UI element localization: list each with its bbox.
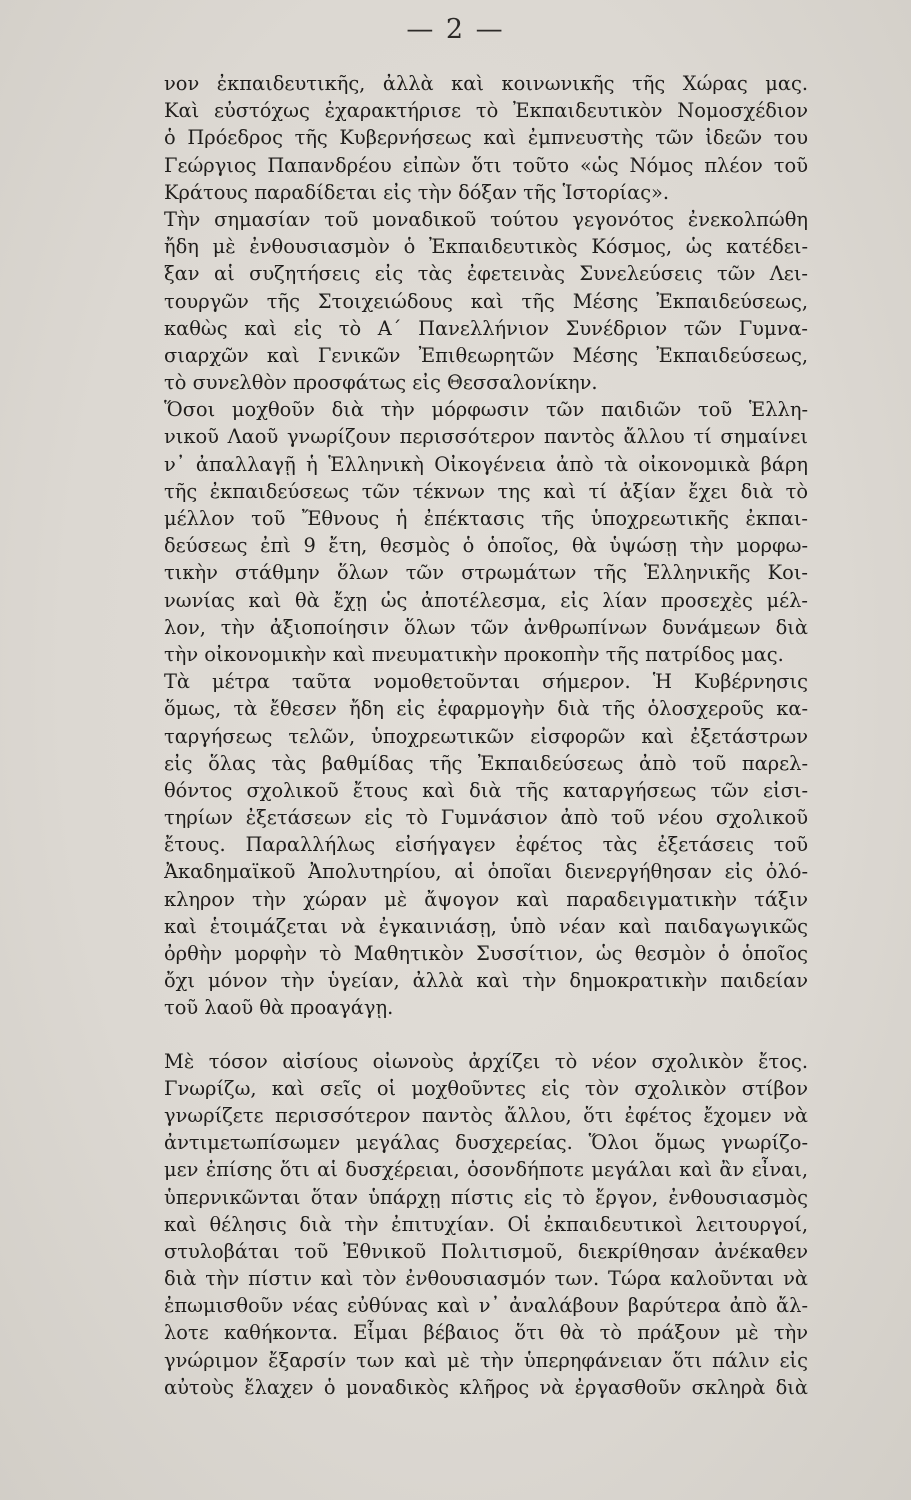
body-text bbox=[164, 70, 808, 1401]
text-line: ὄχι μόνον τὴν ὑγείαν, ἀλλὰ καὶ τὴν δημοκρατικὴν παιδείαν bbox=[164, 969, 808, 993]
text-line: τοῦ λαοῦ θὰ προαγάγῃ. bbox=[164, 996, 394, 1020]
text-line: ἀντιμετωπίσωμεν μεγάλας δυσχερείας. Ὅλοι ὅμως γνωρίζο- bbox=[164, 1131, 808, 1155]
text-line: εἰς ὅλας τὰς βαθμίδας τῆς Ἐκπαιδεύσεως ἀπὸ τοῦ παρελ- bbox=[164, 751, 808, 775]
text-line: καὶ ἑτοιμάζεται νὰ ἐγκαινιάσῃ, ὑπὸ νέαν καὶ παιδαγωγικῶς bbox=[164, 914, 808, 938]
text-line: ἤδη μὲ ἐνθουσιασμὸν ὁ Ἐκπαιδευτικὸς Κόσμος, ὡς κατέδει- bbox=[164, 235, 808, 259]
text-line: καὶ θέλησις διὰ τὴν ἐπιτυχίαν. Οἱ ἐκπαιδευτικοὶ λειτουργοί, bbox=[164, 1212, 808, 1236]
text-line: αὐτοὺς ἔλαχεν ὁ μοναδικὸς κλῆρος νὰ ἐργασθοῦν σκληρὰ διὰ bbox=[164, 1375, 808, 1399]
paragraph bbox=[164, 668, 808, 1021]
text-line: νικοῦ Λαοῦ γνωρίζουν περισσότερον παντὸς ἄλλου τί σημαίνει bbox=[164, 425, 808, 449]
text-line: ὑπερνικῶνται ὅταν ὑπάρχῃ πίστις εἰς τὸ ἔργον, ἐνθουσιασμὸς bbox=[164, 1185, 808, 1209]
text-line: ἐπωμισθοῦν νέας εὐθύνας καὶ ν᾽ ἀναλάβουν βαρύτερα ἀπὸ ἄλ- bbox=[164, 1294, 808, 1318]
text-line: στυλοβάται τοῦ Ἐθνικοῦ Πολιτισμοῦ, διεκρίθησαν ἀνέκαθεν bbox=[164, 1239, 808, 1263]
text-line: θόντος σχολικοῦ ἔτους καὶ διὰ τῆς καταργήσεως τῶν εἰσι- bbox=[164, 778, 808, 802]
text-line: ὀρθὴν μορφὴν τὸ Μαθητικὸν Συσσίτιον, ὡς θεσμὸν ὁ ὁποῖος bbox=[164, 942, 808, 965]
paragraph bbox=[164, 396, 808, 668]
text-line: Καὶ εὐστόχως ἐχαρακτήρισε τὸ Ἐκπαιδευτικὸν Νομοσχέδιον bbox=[164, 99, 808, 123]
text-line: διὰ τὴν πίστιν καὶ τὸν ἐνθουσιασμόν των. Τώρα καλοῦνται νὰ bbox=[164, 1267, 808, 1291]
text-line: σιαρχῶν καὶ Γενικῶν Ἐπιθεωρητῶν Μέσης Ἐκπαιδεύσεως, bbox=[164, 343, 808, 367]
paragraph bbox=[164, 1048, 808, 1401]
text-line: τὴν οἰκονομικὴν καὶ πνευματικὴν προκοπὴν τῆς πατρίδος μας. bbox=[164, 642, 784, 666]
text-line: τὸ συνελθὸν προσφάτως εἰς Θεσσαλονίκην. bbox=[164, 371, 598, 395]
paragraph bbox=[164, 70, 808, 206]
text-line: Ἀκαδημαϊκοῦ Ἀπολυτηρίου, αἱ ὁποῖαι διενεργήθησαν εἰς ὁλό- bbox=[164, 860, 808, 884]
text-line: ὅμως, τὰ ἔθεσεν ἤδη εἰς ἐφαρμογὴν διὰ τῆς ὁλοσχεροῦς κα- bbox=[164, 697, 808, 721]
text-line: γνώριμον ἔξαρσίν των καὶ μὲ τὴν ὑπερηφάνειαν ὅτι πάλιν εἰς bbox=[164, 1348, 808, 1372]
paragraph bbox=[164, 206, 808, 396]
text-line: Ὅσοι μοχθοῦν διὰ τὴν μόρφωσιν τῶν παιδιῶν τοῦ Ἑλλη- bbox=[164, 398, 808, 422]
text-line: Γνωρίζω, καὶ σεῖς οἱ μοχθοῦντες εἰς τὸν σχολικὸν στίβον bbox=[164, 1076, 808, 1100]
text-line: τῆς ἐκπαιδεύσεως τῶν τέκνων της καὶ τί ἀξίαν ἔχει διὰ τὸ bbox=[164, 479, 808, 503]
text-line: ξαν αἱ συζητήσεις εἰς τὰς ἐφετεινὰς Συνελεύσεις τῶν Λει- bbox=[164, 262, 808, 286]
text-line: γνωρίζετε περισσότερον παντὸς ἄλλου, ὅτι ἐφέτος ἔχομεν νὰ bbox=[164, 1103, 808, 1127]
text-line: τηρίων ἐξετάσεων εἰς τὸ Γυμνάσιον ἀπὸ τοῦ νέου σχολικοῦ bbox=[164, 806, 808, 830]
text-line: λον, τὴν ἀξιοποίησιν ὅλων τῶν ἀνθρωπίνων δυνάμεων διὰ bbox=[164, 615, 808, 639]
text-line: Κράτους παραδίδεται εἰς τὴν δόξαν τῆς Ἱστορίας». bbox=[164, 180, 670, 204]
text-line: τικὴν στάθμην ὅλων τῶν στρωμάτων τῆς Ἑλληνικῆς Κοι- bbox=[164, 561, 808, 585]
text-line: νον ἐκπαιδευτικῆς, ἀλλὰ καὶ κοινωνικῆς τῆς Χώρας μας. bbox=[164, 72, 808, 95]
text-line: νωνίας καὶ θὰ ἔχῃ ὡς ἀποτέλεσμα, εἰς λίαν προσεχὲς μέλ- bbox=[164, 588, 808, 612]
text-line: δεύσεως ἐπὶ 9 ἔτη, θεσμὸς ὁ ὁποῖος, θὰ ὑψώσῃ τὴν μορφω- bbox=[164, 534, 808, 558]
text-line: κληρον τὴν χώραν μὲ ἄψογον καὶ παραδειγματικὴν τάξιν bbox=[164, 887, 808, 911]
text-line: Τὰ μέτρα ταῦτα νομοθετοῦνται σήμερον. Ἡ Κυβέρνησις bbox=[164, 670, 808, 694]
page-number: — 2 — bbox=[406, 14, 505, 45]
paragraph-gap bbox=[164, 1022, 808, 1048]
text-line: τουργῶν τῆς Στοιχειώδους καὶ τῆς Μέσης Ἐκπαιδεύσεως, bbox=[164, 289, 808, 313]
text-line: Μὲ τόσον αἰσίους οἰωνοὺς ἀρχίζει τὸ νέον σχολικὸν ἔτος. bbox=[164, 1049, 808, 1073]
text-line: μέλλον τοῦ Ἔθνους ἡ ἐπέκτασις τῆς ὑποχρεωτικῆς ἐκπαι- bbox=[164, 507, 808, 530]
text-line: Τὴν σημασίαν τοῦ μοναδικοῦ τούτου γεγονότος ἐνεκολπώθη bbox=[164, 207, 808, 231]
text-line: μεν ἐπίσης ὅτι αἱ δυσχέρειαι, ὁσονδήποτε μεγάλαι καὶ ἂν εἶναι, bbox=[164, 1158, 808, 1182]
text-line: ὁ Πρόεδρος τῆς Κυβερνήσεως καὶ ἐμπνευστὴς τῶν ἰδεῶν του bbox=[164, 126, 808, 150]
text-line: ἔτους. Παραλλήλως εἰσήγαγεν ἐφέτος τὰς ἐξετάσεις τοῦ bbox=[164, 833, 808, 857]
text-line: ταργήσεως τελῶν, ὑποχρεωτικῶν εἰσφορῶν καὶ ἐξετάστρων bbox=[164, 724, 808, 748]
text-line: Γεώργιος Παπανδρέου εἰπὼν ὅτι τοῦτο «ὡς Νόμος πλέον τοῦ bbox=[164, 153, 808, 177]
text-line: λοτε καθήκοντα. Εἶμαι βέβαιος ὅτι θὰ τὸ πράξουν μὲ τὴν bbox=[164, 1321, 808, 1345]
text-line: ν᾽ ἀπαλλαγῇ ἡ Ἑλληνικὴ Οἰκογένεια ἀπὸ τὰ οἰκονομικὰ βάρη bbox=[164, 452, 808, 476]
text-line: καθὼς καὶ εἰς τὸ Α΄ Πανελλήνιον Συνέδριον τῶν Γυμνα- bbox=[164, 316, 808, 340]
